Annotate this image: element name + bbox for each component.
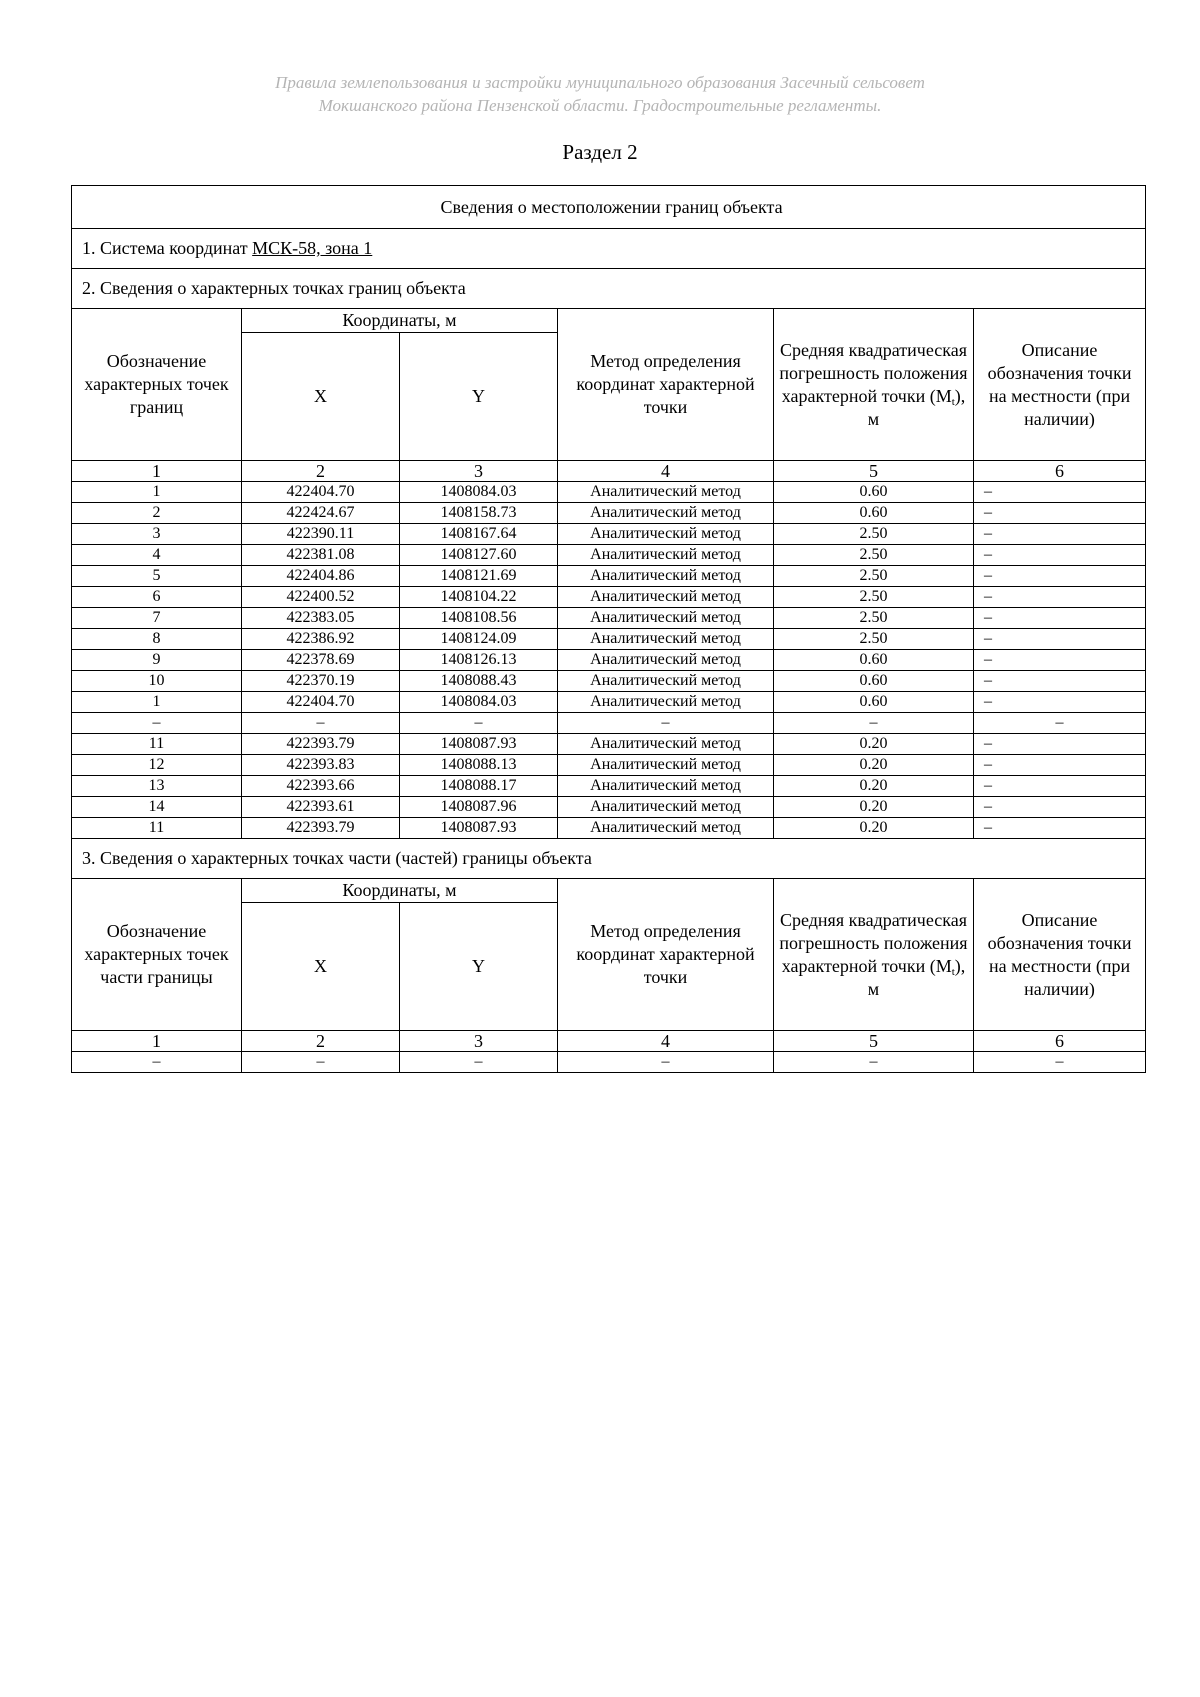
column-number: 4 [558,1031,774,1052]
column-number: 6 [974,461,1146,482]
cell-point-id: 5 [72,566,242,587]
cell-description: – [974,503,1146,524]
cell-description: – [974,671,1146,692]
column-number: 1 [72,461,242,482]
cell-method: Аналитический метод [558,545,774,566]
cell-point-id: 14 [72,797,242,818]
cell-coord-x: – [242,713,400,734]
cell-error: 0.20 [774,818,974,839]
cell-coord-x: 422393.83 [242,755,400,776]
cell-coord-x: 422400.52 [242,587,400,608]
column-number: 5 [774,461,974,482]
cell-coord-x: 422393.79 [242,818,400,839]
cell-method: Аналитический метод [558,524,774,545]
col-header-error-sub: t [951,965,955,978]
cell-description: – [974,734,1146,755]
cell-point-id: 1 [72,482,242,503]
cell-point-id: 3 [72,524,242,545]
cell-error: 0.60 [774,650,974,671]
cell-error: 2.50 [774,629,974,650]
table-row [72,797,1146,818]
cell-coord-x: 422378.69 [242,650,400,671]
cell-coord-x: 422370.19 [242,671,400,692]
cell-coord-y: 1408087.93 [400,818,558,839]
cell-error: 2.50 [774,587,974,608]
cell-description: – [974,1052,1146,1073]
cell-description: – [974,566,1146,587]
cell-description: – [974,608,1146,629]
table-row [72,671,1146,692]
cell-coord-x: 422424.67 [242,503,400,524]
cell-error: 0.60 [774,503,974,524]
cell-description: – [974,629,1146,650]
cell-method: Аналитический метод [558,755,774,776]
cell-coord-x: 422393.79 [242,734,400,755]
cell-coord-x: 422393.61 [242,797,400,818]
coord-system-label: 1. Система координат [82,238,248,258]
cell-method: Аналитический метод [558,797,774,818]
table-row [72,776,1146,797]
column-number-row-part [72,1031,1146,1052]
col-header-coords-part: Координаты, м [242,879,558,903]
part2-title: 2. Сведения о характерных точках границ объекта [72,269,1146,309]
col-header-method-part: Метод определения координат характерной точки [558,879,774,1031]
cell-description: – [974,524,1146,545]
cell-coord-y: 1408158.73 [400,503,558,524]
col-header-error-sub: t [951,395,955,408]
cell-coord-y: 1408124.09 [400,629,558,650]
table-row [72,587,1146,608]
col-header-error-part [774,879,974,1031]
coord-system-row [72,229,1146,269]
cell-method: Аналитический метод [558,608,774,629]
cell-description: – [974,587,1146,608]
table-row [72,629,1146,650]
column-number: 5 [774,1031,974,1052]
cell-method: Аналитический метод [558,566,774,587]
table-row [72,713,1146,734]
cell-coord-y: 1408108.56 [400,608,558,629]
table-caption: Сведения о местоположении границ объекта [72,186,1146,229]
column-number: 6 [974,1031,1146,1052]
table-row [72,566,1146,587]
cell-point-id: 11 [72,734,242,755]
cell-point-id: 12 [72,755,242,776]
column-number: 2 [242,461,400,482]
cell-coord-x: – [242,1052,400,1073]
col-header-coords: Координаты, м [242,309,558,333]
cell-coord-y: 1408126.13 [400,650,558,671]
column-number: 1 [72,1031,242,1052]
cell-description: – [974,818,1146,839]
cell-coord-y: 1408167.64 [400,524,558,545]
cell-point-id: – [72,1052,242,1073]
cell-method: Аналитический метод [558,629,774,650]
col-header-error-text: Средняя квадратическая погрешность положения характерной точки (M [779,339,968,406]
cell-point-id: 7 [72,608,242,629]
cell-coord-y: 1408121.69 [400,566,558,587]
column-number: 3 [400,1031,558,1052]
cell-method: Аналитический метод [558,650,774,671]
cell-coord-y: – [400,1052,558,1073]
cell-point-id: – [72,713,242,734]
cell-error: 2.50 [774,524,974,545]
col-header-description-part: Описание обозначения точки на местности (при наличии) [974,879,1146,1031]
col-header-x: X [242,333,400,461]
cell-coord-x: 422393.66 [242,776,400,797]
column-number-row [72,461,1146,482]
part3-title: 3. Сведения о характерных точках части (частей) границы объекта [72,839,1146,879]
cell-description: – [974,545,1146,566]
cell-coord-y: 1408087.93 [400,734,558,755]
cell-error: 0.20 [774,734,974,755]
cell-method: Аналитический метод [558,776,774,797]
col-header-x-part: X [242,903,400,1031]
table-row [72,692,1146,713]
table-row [72,734,1146,755]
cell-point-id: 9 [72,650,242,671]
cell-error: 0.20 [774,776,974,797]
cell-coord-y: 1408104.22 [400,587,558,608]
table-row [72,524,1146,545]
cell-coord-x: 422386.92 [242,629,400,650]
cell-point-id: 10 [72,671,242,692]
cell-error: 2.50 [774,545,974,566]
cell-error: 0.20 [774,755,974,776]
col-header-designation: Обозначение характерных точек границ [72,309,242,461]
col-header-method: Метод определения координат характерной точки [558,309,774,461]
cell-coord-y: 1408087.96 [400,797,558,818]
cell-error: 0.60 [774,482,974,503]
cell-description: – [974,692,1146,713]
cell-point-id: 11 [72,818,242,839]
cell-description: – [974,776,1146,797]
cell-point-id: 6 [72,587,242,608]
table-row [72,482,1146,503]
cell-point-id: 13 [72,776,242,797]
cell-description: – [974,650,1146,671]
cell-method: Аналитический метод [558,503,774,524]
table-row [72,755,1146,776]
table-row [72,503,1146,524]
running-header-line2: Мокшанского района Пензенской области. Градостроительные регламенты. [318,96,882,115]
cell-point-id: 1 [72,692,242,713]
cell-description: – [974,755,1146,776]
table-row [72,1052,1146,1073]
cell-method: – [558,1052,774,1073]
cell-coord-x: 422381.08 [242,545,400,566]
cell-coord-x: 422383.05 [242,608,400,629]
table-row [72,818,1146,839]
cell-point-id: 4 [72,545,242,566]
cell-error: – [774,1052,974,1073]
cell-description: – [974,797,1146,818]
cell-method: – [558,713,774,734]
col-header-y: Y [400,333,558,461]
cell-error: 0.60 [774,692,974,713]
cell-method: Аналитический метод [558,587,774,608]
col-header-error-text: Средняя квадратическая погрешность положения характерной точки (M [779,909,968,976]
cell-error: 0.20 [774,797,974,818]
boundary-table [71,185,1146,1073]
col-header-error-tail: ), м [867,385,966,429]
cell-method: Аналитический метод [558,692,774,713]
section-title: Раздел 2 [562,140,638,164]
cell-coord-x: 422404.86 [242,566,400,587]
cell-coord-x: 422404.70 [242,482,400,503]
cell-method: Аналитический метод [558,671,774,692]
table-row [72,650,1146,671]
coord-system-value: МСК-58, зона 1 [252,238,373,258]
cell-description: – [974,482,1146,503]
table-row [72,608,1146,629]
column-number: 3 [400,461,558,482]
cell-coord-y: 1408084.03 [400,692,558,713]
cell-error: – [774,713,974,734]
col-header-designation-part: Обозначение характерных точек части границы [72,879,242,1031]
cell-method: Аналитический метод [558,818,774,839]
cell-coord-y: 1408088.17 [400,776,558,797]
cell-error: 2.50 [774,608,974,629]
cell-method: Аналитический метод [558,734,774,755]
column-number: 4 [558,461,774,482]
cell-point-id: 8 [72,629,242,650]
cell-coord-y: 1408088.43 [400,671,558,692]
cell-error: 2.50 [774,566,974,587]
cell-coord-x: 422404.70 [242,692,400,713]
cell-coord-y: 1408127.60 [400,545,558,566]
col-header-description: Описание обозначения точки на местности (при наличии) [974,309,1146,461]
cell-description: – [974,713,1146,734]
cell-coord-x: 422390.11 [242,524,400,545]
column-number: 2 [242,1031,400,1052]
col-header-error-tail: ), м [867,955,966,999]
cell-coord-y: – [400,713,558,734]
col-header-error [774,309,974,461]
cell-method: Аналитический метод [558,482,774,503]
cell-point-id: 2 [72,503,242,524]
table-row [72,545,1146,566]
running-header-line1: Правила землепользования и застройки муниципального образования Засечный сельсовет [275,73,925,92]
cell-error: 0.60 [774,671,974,692]
cell-coord-y: 1408084.03 [400,482,558,503]
col-header-y-part: Y [400,903,558,1031]
cell-coord-y: 1408088.13 [400,755,558,776]
